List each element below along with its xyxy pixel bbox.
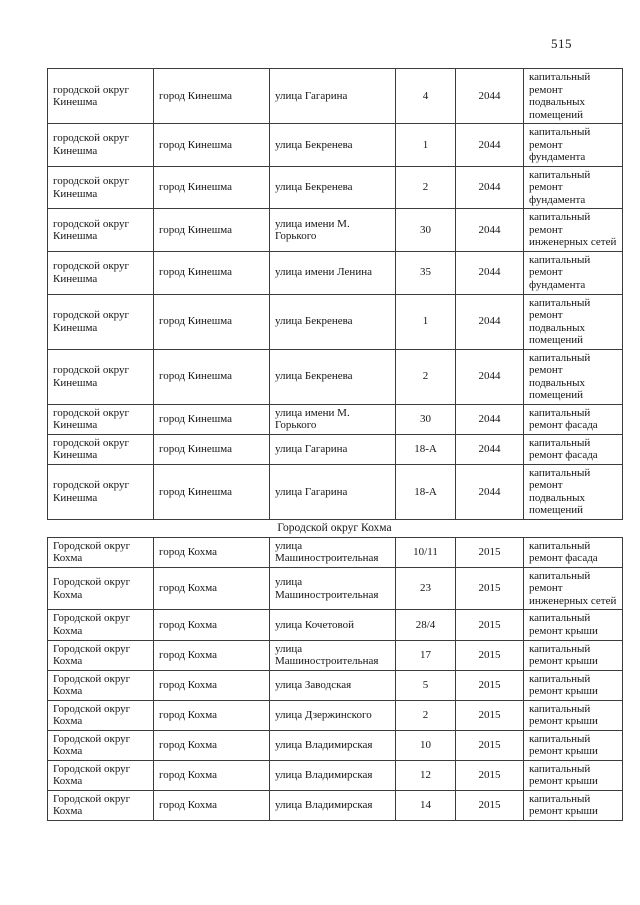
- cell-street: улица Бекренева: [270, 294, 396, 349]
- cell-work: капитальный ремонт крыши: [524, 730, 623, 760]
- cell-street: улица Машиностроительная: [270, 537, 396, 567]
- cell-municipality: Городской округ Кохма: [48, 567, 154, 610]
- table-row: [48, 537, 623, 567]
- cell-work: капитальный ремонт подвальных помещений: [524, 294, 623, 349]
- cell-city: город Кохма: [154, 700, 270, 730]
- cell-house: 35: [396, 251, 456, 294]
- table-row: [48, 640, 623, 670]
- cell-city: город Кохма: [154, 730, 270, 760]
- cell-house: 4: [396, 69, 456, 124]
- cell-year: 2015: [456, 567, 524, 610]
- cell-city: город Кинешма: [154, 124, 270, 167]
- cell-street: улица имени М. Горького: [270, 404, 396, 434]
- cell-city: город Кинешма: [154, 404, 270, 434]
- cell-house: 1: [396, 294, 456, 349]
- cell-municipality: городской округ Кинешма: [48, 124, 154, 167]
- table-row: [48, 349, 623, 404]
- cell-city: город Кинешма: [154, 294, 270, 349]
- cell-municipality: Городской округ Кохма: [48, 730, 154, 760]
- cell-street: улица Гагарина: [270, 69, 396, 124]
- cell-street: улица Гагарина: [270, 434, 396, 464]
- cell-work: капитальный ремонт фундамента: [524, 124, 623, 167]
- table-row: [48, 404, 623, 434]
- cell-year: 2044: [456, 349, 524, 404]
- cell-street: улица Гагарина: [270, 464, 396, 519]
- section-title-kokhma: Городской округ Кохма: [277, 522, 392, 534]
- cell-city: город Кинешма: [154, 209, 270, 252]
- cell-year: 2015: [456, 730, 524, 760]
- cell-house: 2: [396, 166, 456, 209]
- table-body-kokhma: [48, 537, 623, 820]
- table-row: [48, 434, 623, 464]
- cell-year: 2015: [456, 640, 524, 670]
- document-content: [47, 68, 622, 821]
- cell-municipality: Городской округ Кохма: [48, 700, 154, 730]
- cell-municipality: Городской округ Кохма: [48, 670, 154, 700]
- cell-street: улица Владимирская: [270, 760, 396, 790]
- cell-work: капитальный ремонт подвальных помещений: [524, 349, 623, 404]
- table-row: [48, 464, 623, 519]
- cell-work: капитальный ремонт фасада: [524, 434, 623, 464]
- cell-city: город Кинешма: [154, 464, 270, 519]
- cell-work: капитальный ремонт подвальных помещений: [524, 69, 623, 124]
- cell-work: капитальный ремонт крыши: [524, 760, 623, 790]
- cell-house: 18-А: [396, 464, 456, 519]
- table-row: [48, 209, 623, 252]
- cell-work: капитальный ремонт крыши: [524, 610, 623, 640]
- cell-street: улица Бекренева: [270, 166, 396, 209]
- cell-house: 17: [396, 640, 456, 670]
- cell-street: улица имени М. Горького: [270, 209, 396, 252]
- cell-year: 2044: [456, 124, 524, 167]
- cell-city: город Кохма: [154, 760, 270, 790]
- cell-house: 18-А: [396, 434, 456, 464]
- cell-year: 2044: [456, 209, 524, 252]
- cell-house: 23: [396, 567, 456, 610]
- cell-municipality: городской округ Кинешма: [48, 166, 154, 209]
- table-row: [48, 294, 623, 349]
- table-row: [48, 251, 623, 294]
- table-row: [48, 790, 623, 820]
- cell-year: 2044: [456, 464, 524, 519]
- cell-street: улица Дзержинского: [270, 700, 396, 730]
- cell-municipality: городской округ Кинешма: [48, 251, 154, 294]
- cell-year: 2015: [456, 700, 524, 730]
- cell-city: город Кохма: [154, 670, 270, 700]
- cell-house: 30: [396, 209, 456, 252]
- cell-street: улица Машиностроительная: [270, 640, 396, 670]
- table-row: [48, 166, 623, 209]
- cell-street: улица Владимирская: [270, 790, 396, 820]
- cell-city: город Кинешма: [154, 349, 270, 404]
- cell-municipality: Городской округ Кохма: [48, 640, 154, 670]
- cell-house: 14: [396, 790, 456, 820]
- cell-city: город Кохма: [154, 567, 270, 610]
- cell-work: капитальный ремонт крыши: [524, 700, 623, 730]
- cell-year: 2044: [456, 166, 524, 209]
- cell-house: 2: [396, 700, 456, 730]
- cell-municipality: Городской округ Кохма: [48, 610, 154, 640]
- cell-municipality: Городской округ Кохма: [48, 537, 154, 567]
- page-number: 515: [551, 36, 572, 51]
- table-row: [48, 670, 623, 700]
- cell-city: город Кохма: [154, 640, 270, 670]
- table-row: [48, 700, 623, 730]
- cell-year: 2015: [456, 760, 524, 790]
- cell-street: улица Машиностроительная: [270, 567, 396, 610]
- cell-year: 2044: [456, 69, 524, 124]
- table-body-kineshma: [48, 69, 623, 520]
- cell-year: 2015: [456, 610, 524, 640]
- table-row: [48, 610, 623, 640]
- cell-work: капитальный ремонт инженерных сетей: [524, 567, 623, 610]
- cell-street: улица Бекренева: [270, 349, 396, 404]
- cell-work: капитальный ремонт фасада: [524, 404, 623, 434]
- cell-house: 12: [396, 760, 456, 790]
- cell-work: капитальный ремонт крыши: [524, 640, 623, 670]
- cell-city: город Кохма: [154, 537, 270, 567]
- table-row: [48, 124, 623, 167]
- cell-city: город Кинешма: [154, 166, 270, 209]
- cell-city: город Кинешма: [154, 434, 270, 464]
- cell-work: капитальный ремонт крыши: [524, 790, 623, 820]
- cell-house: 28/4: [396, 610, 456, 640]
- cell-municipality: городской округ Кинешма: [48, 404, 154, 434]
- cell-year: 2044: [456, 251, 524, 294]
- cell-work: капитальный ремонт крыши: [524, 670, 623, 700]
- cell-municipality: Городской округ Кохма: [48, 790, 154, 820]
- cell-year: 2044: [456, 434, 524, 464]
- table-row: [48, 760, 623, 790]
- cell-house: 10/11: [396, 537, 456, 567]
- cell-street: улица Бекренева: [270, 124, 396, 167]
- cell-municipality: городской округ Кинешма: [48, 434, 154, 464]
- cell-work: капитальный ремонт инженерных сетей: [524, 209, 623, 252]
- cell-city: город Кинешма: [154, 69, 270, 124]
- cell-municipality: городской округ Кинешма: [48, 294, 154, 349]
- cell-house: 5: [396, 670, 456, 700]
- cell-city: город Кохма: [154, 610, 270, 640]
- cell-year: 2044: [456, 404, 524, 434]
- cell-municipality: городской округ Кинешма: [48, 349, 154, 404]
- cell-street: улица имени Ленина: [270, 251, 396, 294]
- table-row: [48, 567, 623, 610]
- cell-municipality: Городской округ Кохма: [48, 760, 154, 790]
- cell-year: 2015: [456, 670, 524, 700]
- cell-work: капитальный ремонт подвальных помещений: [524, 464, 623, 519]
- repair-table-kineshma: [47, 68, 623, 520]
- cell-municipality: городской округ Кинешма: [48, 69, 154, 124]
- cell-house: 10: [396, 730, 456, 760]
- cell-city: город Кохма: [154, 790, 270, 820]
- cell-year: 2015: [456, 537, 524, 567]
- repair-table-kokhma: [47, 537, 623, 821]
- cell-house: 1: [396, 124, 456, 167]
- cell-street: улица Владимирская: [270, 730, 396, 760]
- cell-street: улица Кочетовой: [270, 610, 396, 640]
- table-row: [48, 730, 623, 760]
- cell-work: капитальный ремонт фундамента: [524, 251, 623, 294]
- cell-work: капитальный ремонт фундамента: [524, 166, 623, 209]
- cell-city: город Кинешма: [154, 251, 270, 294]
- table-row: [48, 69, 623, 124]
- cell-municipality: городской округ Кинешма: [48, 464, 154, 519]
- cell-street: улица Заводская: [270, 670, 396, 700]
- cell-year: 2015: [456, 790, 524, 820]
- cell-municipality: городской округ Кинешма: [48, 209, 154, 252]
- cell-house: 2: [396, 349, 456, 404]
- cell-work: капитальный ремонт фасада: [524, 537, 623, 567]
- cell-house: 30: [396, 404, 456, 434]
- cell-year: 2044: [456, 294, 524, 349]
